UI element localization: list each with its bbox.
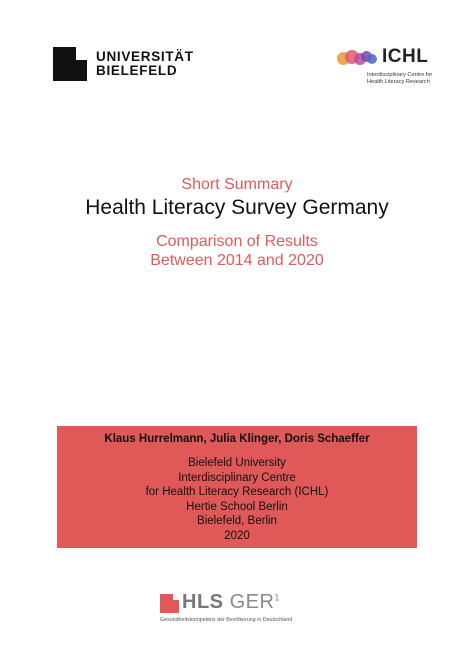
hls-bold: HLS <box>182 591 224 613</box>
ichl-logo <box>337 46 457 90</box>
hls-sup: 1 <box>274 592 280 603</box>
authors: Klaus Hurrelmann, Julia Klinger, Doris Schaeffer <box>104 433 370 445</box>
document-subtitle <box>0 232 474 270</box>
hls-logo-text <box>182 591 280 614</box>
subtitle-line2: Between 2014 and 2020 <box>150 252 324 269</box>
info-line: 2020 <box>224 529 250 542</box>
hls-ger-logo <box>160 593 320 633</box>
hls-subtitle: Gesundheitskompetenz der Bevölkerung in Deutschland <box>160 617 293 623</box>
uni-logo-line1: UNIVERSITÄT <box>96 49 194 64</box>
uni-bielefeld-mark-icon <box>53 47 87 81</box>
subtitle-line1: Comparison of Results <box>156 233 318 250</box>
info-line: for Health Literacy Research (ICHL) <box>145 486 329 498</box>
universitaet-bielefeld-logo <box>53 47 194 81</box>
ichl-title: ICHL <box>382 46 429 67</box>
hls-mark-icon <box>160 594 179 613</box>
info-line: Bielefeld, Berlin <box>197 515 277 527</box>
short-summary-label: Short Summary <box>181 176 293 193</box>
uni-logo-line2: BIELEFELD <box>96 63 178 78</box>
ichl-sub-line1: Interdisciplinary Centre for <box>367 72 433 78</box>
institution-info <box>57 456 417 543</box>
ichl-subtitle <box>367 72 462 86</box>
document-title: Health Literacy Survey Germany <box>85 196 389 219</box>
ichl-circles-icon <box>337 48 379 70</box>
hls-light: GER <box>229 591 275 613</box>
uni-logo-text <box>96 50 194 78</box>
authors-info-box <box>57 426 417 548</box>
info-line: Interdisciplinary Centre <box>178 471 296 484</box>
info-line: Hertie School Berlin <box>186 500 288 513</box>
info-line: Bielefeld University <box>188 457 286 469</box>
ichl-sub-line2: Health Literacy Research <box>367 79 430 85</box>
